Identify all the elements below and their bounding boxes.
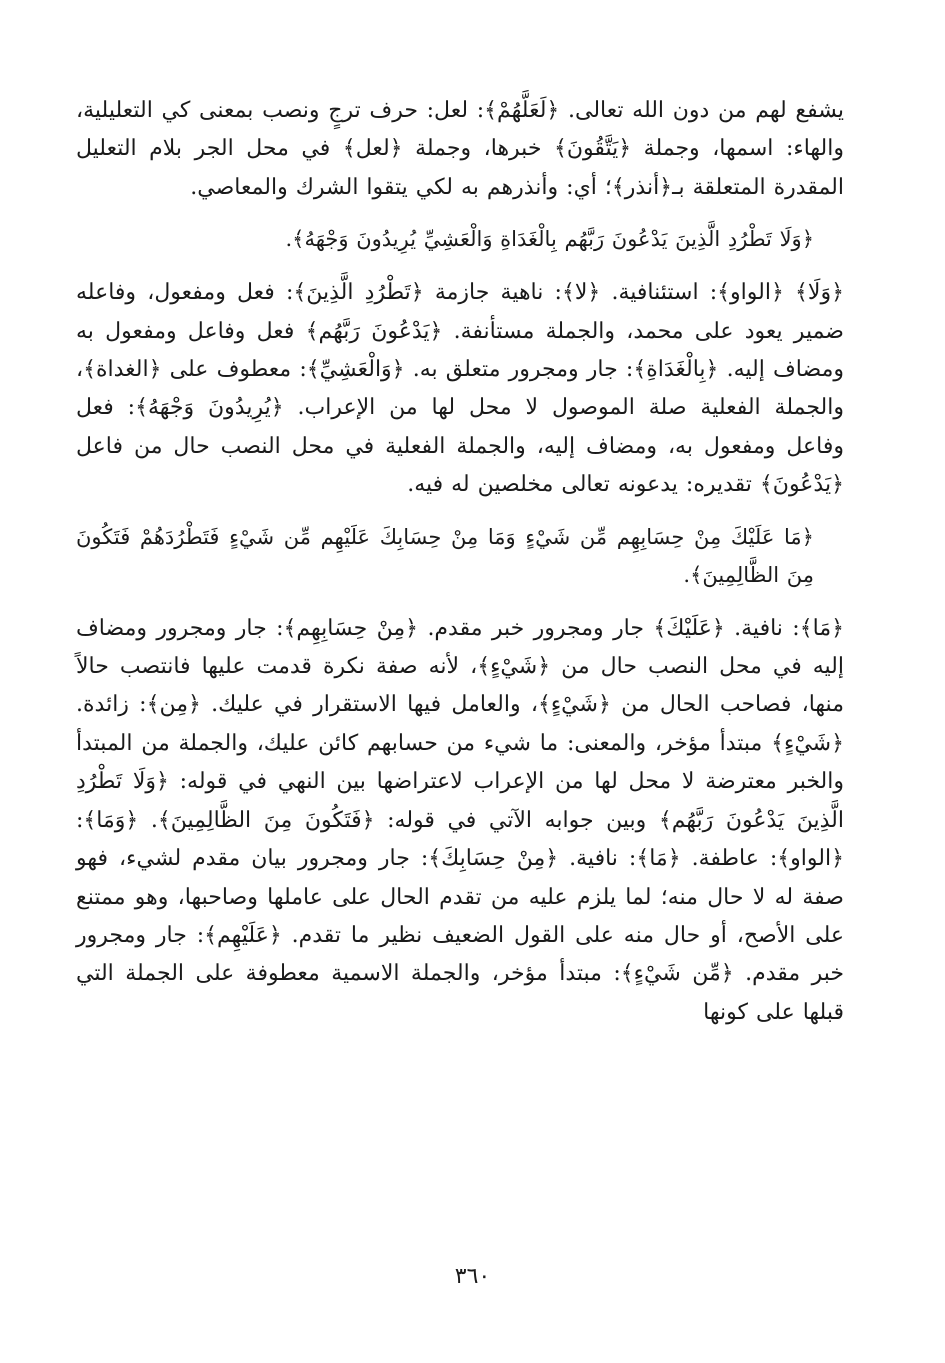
quran-verse-2: ﴿مَا عَلَيْكَ مِنْ حِسَابِهِم مِّن شَيْءٍ وَمَا مِنْ حِسَابِكَ عَلَيْهِم مِّن شَيْءٍ فَتَطْرُدَهُمْ فَتَكُونَ مِنَ الظَّالِمِينَ﴾. [76, 524, 814, 587]
quran-verse-1: ﴿وَلَا تَطْرُدِ الَّذِينَ يَدْعُونَ رَبَّهُم بِالْغَدَاةِ وَالْعَشِيِّ يُرِيدُونَ وَجْهَهُ﴾. [285, 227, 814, 252]
commentary-paragraph-3: ﴿مَا﴾: نافية. ﴿عَلَيْكَ﴾ جار ومجرور خبر مقدم. ﴿مِنْ حِسَابِهِم﴾: جار ومجرور ومضاف إليه في محل النصب حال من ﴿شَيْءٍ﴾، لأنه صفة نكرة قدمت عليها فانتصب حالاً منها، فصاحب الحال من ﴿شَيْءٍ﴾، والعامل فيها الاستقرار في عليك. ﴿مِن﴾: زائدة. ﴿شَيْءٍ﴾ مبتدأ مؤخر، والمعنى: ما شيء من حسابهم كائن عليك، والجملة من المبتدأ والخبر معترضة لا محل لها من الإعراب لاعتراضها بين النهي في قوله: ﴿وَلَا تَطْرُدِ الَّذِينَ يَدْعُونَ رَبَّهُم﴾ وبين جوابه الآتي في قوله: ﴿فَتَكُونَ مِنَ الظَّالِمِينَ﴾. ﴿وَمَا﴾: ﴿الواو﴾: عاطفة. ﴿مَا﴾: نافية. ﴿مِنْ حِسَابِكَ﴾: جار ومجرور بيان مقدم لشيء، فهو صفة له لا حال منه؛ لما يلزم عليه من تقدم الحال على عاملها وصاحبها، وهو ممتنع على الأصح، أو حال منه على القول الضعيف نظير ما تقدم. ﴿عَلَيْهِم﴾: جار ومجرور خبر مقدم. ﴿مِّن شَيْءٍ﴾: مبتدأ مؤخر، والجملة الاسمية معطوفة على الجملة التي قبلها على كونها [76, 615, 845, 1025]
page-number: ٣٦٠ [454, 1264, 491, 1289]
commentary-paragraph-2: ﴿وَلَا﴾ ﴿الواو﴾: استئنافية. ﴿لا﴾: ناهية جازمة ﴿تَطْرُدِ الَّذِينَ﴾: فعل ومفعول، وفاعله ضمير يعود على محمد، والجملة مستأنفة. ﴿يَدْعُونَ رَبَّهُم﴾ فعل وفاعل ومفعول به ومضاف إليه. ﴿بِالْغَدَاةِ﴾: جار ومجرور متعلق به. ﴿وَالْعَشِيِّ﴾: معطوف على ﴿الغداة﴾، والجملة الفعلية صلة الموصول لا محل لها من الإعراب. ﴿يُرِيدُونَ وَجْهَهُ﴾: فعل وفاعل ومفعول به، ومضاف إليه، والجملة الفعلية في محل النصب حال من فاعل ﴿يَدْعُونَ﴾ تقديره: يدعونه تعالى مخلصين له فيه. [76, 280, 844, 498]
page-body [76, 92, 844, 1045]
commentary-paragraph-1: يشفع لهم من دون الله تعالى. ﴿لَعَلَّهُمْ﴾: لعل: حرف ترجٍ ونصب بمعنى كي التعليلية، والهاء: اسمها، وجملة ﴿يَتَّقُونَ﴾ خبرها، وجملة ﴿لعل﴾ في محل الجر بلام التعليل المقدرة المتعلقة بـ﴿أنذر﴾؛ أي: وأنذرهم به لكي يتقوا الشرك والمعاصي. [76, 98, 844, 200]
